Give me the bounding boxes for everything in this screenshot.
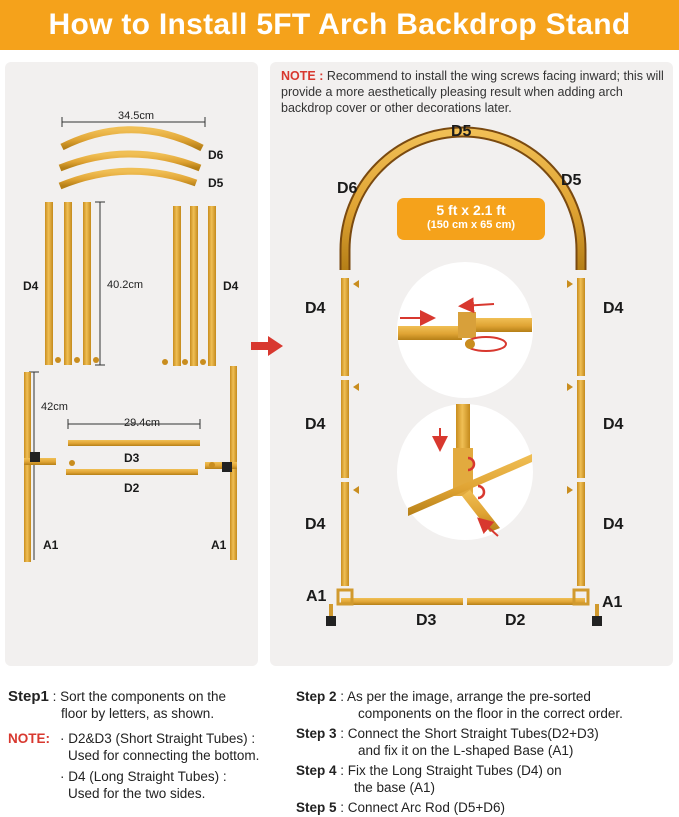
label-d3: D3: [124, 451, 140, 465]
d4-length-label: 40.2cm: [107, 279, 144, 291]
detail-base-joint: [397, 404, 533, 540]
step1-title: Step1: [8, 688, 49, 705]
arch-label-d4-l3: D4: [305, 516, 326, 533]
step-4: Step 4 : Fix the Long Straight Tubes (D4) on the base (A1): [296, 763, 562, 795]
note-bottom-label: NOTE:: [8, 731, 50, 746]
arch-label-d4-r1: D4: [603, 300, 624, 317]
detail-connect-tubes: [397, 262, 533, 398]
arch-label-d5-right: D5: [561, 172, 582, 189]
note-b1-a: · D2&D3 (Short Straight Tubes) :: [60, 731, 256, 746]
label-a1-left: A1: [43, 538, 59, 552]
label-d4-right: D4: [223, 279, 239, 293]
arc-width-label: 34.5cm: [118, 110, 155, 122]
tube-length-label: 29.4cm: [124, 417, 161, 429]
install-note: [281, 68, 666, 116]
size-ft: 5 ft x 2.1 ft: [436, 202, 506, 218]
label-d6: D6: [208, 148, 224, 162]
arch-label-d4-l1: D4: [305, 300, 326, 317]
arch-label-a1-left: A1: [306, 588, 327, 605]
note-text: Recommend to install the wing screws facing inward; this will provide a more aesthetically pleasing result when adding arch backdrop cover or other decorations later.: [281, 69, 664, 115]
step1-text-a: : Sort the components on the: [48, 689, 226, 704]
note-bottom-block: [8, 730, 278, 802]
size-cm: (150 cm x 65 cm): [426, 219, 516, 231]
arch-label-d3: D3: [416, 612, 437, 629]
note-label: NOTE :: [281, 69, 324, 83]
label-d5: D5: [208, 176, 224, 190]
step1-block: [8, 688, 270, 722]
note-b2-a: · D4 (Long Straight Tubes) :: [60, 769, 227, 784]
step-5: Step 5 : Connect Arc Rod (D5+D6): [296, 800, 505, 815]
note-b1-b: Used for connecting the bottom.: [68, 748, 260, 763]
a1-height-label: 42cm: [41, 401, 68, 413]
size-badge: [397, 198, 545, 240]
page-title: How to Install 5FT Arch Backdrop Stand: [48, 8, 631, 41]
label-d2: D2: [124, 481, 140, 495]
label-a1-right: A1: [211, 538, 227, 552]
steps-right: [296, 688, 674, 816]
arc-pieces: [60, 117, 205, 186]
arch-label-d4-l2: D4: [305, 416, 326, 433]
arch-label-d6: D6: [337, 180, 358, 197]
step1-text-b: floor by letters, as shown.: [61, 706, 215, 721]
arch-label-d2: D2: [505, 612, 526, 629]
step-2: Step 2 : As per the image, arrange the pre-sorted components on the floor in the correct order.: [296, 689, 623, 721]
note-b2-b: Used for the two sides.: [68, 786, 206, 801]
arch-label-d5-top: D5: [451, 123, 472, 140]
label-d4-left: D4: [23, 279, 39, 293]
arch-label-d4-r2: D4: [603, 416, 624, 433]
arch-label-a1-right: A1: [602, 594, 623, 611]
arch-label-d4-r3: D4: [603, 516, 624, 533]
step-3: Step 3 : Connect the Short Straight Tubes(D2+D3) and fix it on the L-shaped Base (A1): [296, 726, 599, 758]
next-arrow-icon: [251, 336, 283, 356]
